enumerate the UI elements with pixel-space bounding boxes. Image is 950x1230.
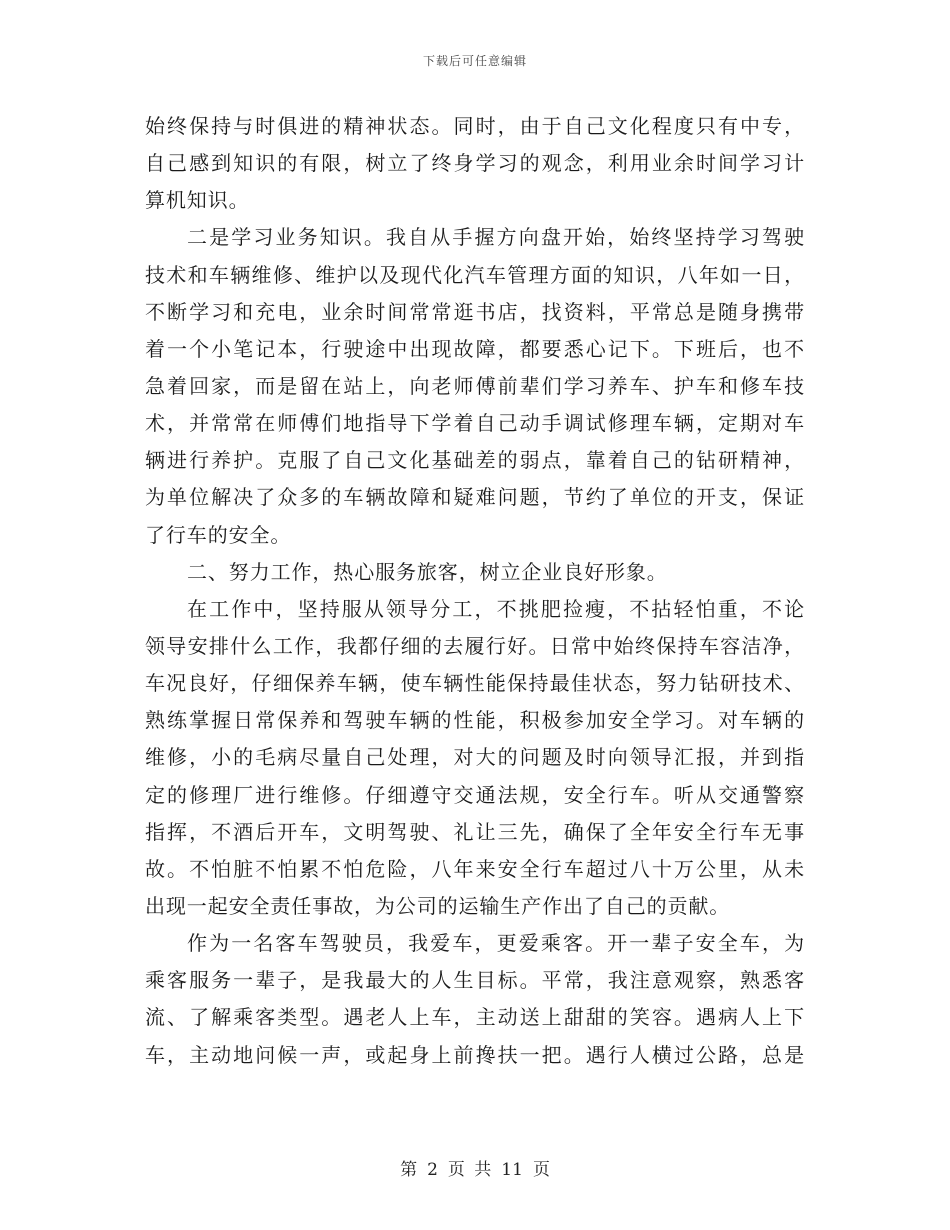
text-line: 技术和车辆维修、维护以及现代化汽车管理方面的知识，八年如一日， <box>145 262 805 287</box>
text-line: 维修，小的毛病尽量自己处理，对大的问题及时向领导汇报，并到指 <box>145 745 805 770</box>
paragraph <box>145 591 805 925</box>
text-line: 了行车的安全。 <box>145 522 292 547</box>
text-line: 辆进行养护。克服了自己文化基础差的弱点，靠着自己的钻研精神， <box>145 448 805 473</box>
page-number-total: 11 <box>501 1160 523 1180</box>
document-body <box>145 108 805 1074</box>
text-line: 二是学习业务知识。我自从手握方向盘开始，始终坚持学习驾驶 <box>187 225 805 250</box>
text-line: 熟练掌握日常保养和驾驶车辆的性能，积极参加安全学习。对车辆的 <box>145 708 805 733</box>
paragraph <box>145 108 805 219</box>
paragraph <box>145 925 805 1074</box>
text-line: 故。不怕脏不怕累不怕危险，八年来安全行车超过八十万公里，从未 <box>145 856 805 881</box>
paragraph <box>145 219 805 553</box>
text-line: 二、努力工作，热心服务旅客，树立企业良好形象。 <box>187 559 668 584</box>
text-line: 不断学习和充电，业余时间常常逛书店，找资料，平常总是随身携带 <box>145 299 805 324</box>
footer-suffix: 页 <box>532 1160 550 1180</box>
text-line: 领导安排什么工作，我都仔细的去履行好。日常中始终保持车容洁净， <box>145 633 805 658</box>
text-line: 作为一名客车驾驶员，我爱车，更爱乘客。开一辈子安全车，为 <box>187 931 805 956</box>
text-line: 为单位解决了众多的车辆故障和疑难问题，节约了单位的开支，保证 <box>145 485 805 510</box>
text-line: 始终保持与时俱进的精神状态。同时，由于自己文化程度只有中专， <box>145 114 805 138</box>
text-line: 自己感到知识的有限，树立了终身学习的观念，利用业余时间学习计 <box>145 151 805 176</box>
text-line: 流、了解乘客类型。遇老人上车，主动送上甜甜的笑容。遇病人上下 <box>145 1005 805 1030</box>
page-footer <box>0 1155 950 1180</box>
text-line: 车况良好，仔细保养车辆，使车辆性能保持最佳状态，努力钻研技术、 <box>145 671 805 696</box>
section-heading <box>145 554 805 591</box>
text-line: 定的修理厂进行维修。仔细遵守交通法规，安全行车。听从交通警察 <box>145 782 805 807</box>
text-line: 急着回家，而是留在站上，向老师傅前辈们学习养车、护车和修车技 <box>145 373 805 398</box>
text-line: 在工作中，坚持服从领导分工，不挑肥捡瘦，不拈轻怕重，不论 <box>187 596 805 621</box>
footer-middle: 页 共 <box>447 1160 492 1180</box>
text-line: 出现一起安全责任事故，为公司的运输生产作出了自己的贡献。 <box>145 893 731 918</box>
text-line: 乘客服务一辈子，是我最大的人生目标。平常，我注意观察，熟悉客 <box>145 968 805 993</box>
text-line: 着一个小笔记本，行驶途中出现故障，都要悉心记下。下班后，也不 <box>145 336 805 361</box>
text-line: 术，并常常在师傅们地指导下学着自己动手调试修理车辆，定期对车 <box>145 411 805 436</box>
page-header-note: 下载后可任意编辑 <box>422 54 527 68</box>
page-number-current: 2 <box>427 1160 438 1180</box>
text-line: 车，主动地问候一声，或起身上前搀扶一把。遇行人横过公路，总是 <box>145 1042 805 1067</box>
footer-prefix: 第 <box>400 1160 418 1180</box>
text-line: 指挥，不酒后开车，文明驾驶、礼让三先，确保了全年安全行车无事 <box>145 819 805 844</box>
text-line: 算机知识。 <box>145 188 250 213</box>
